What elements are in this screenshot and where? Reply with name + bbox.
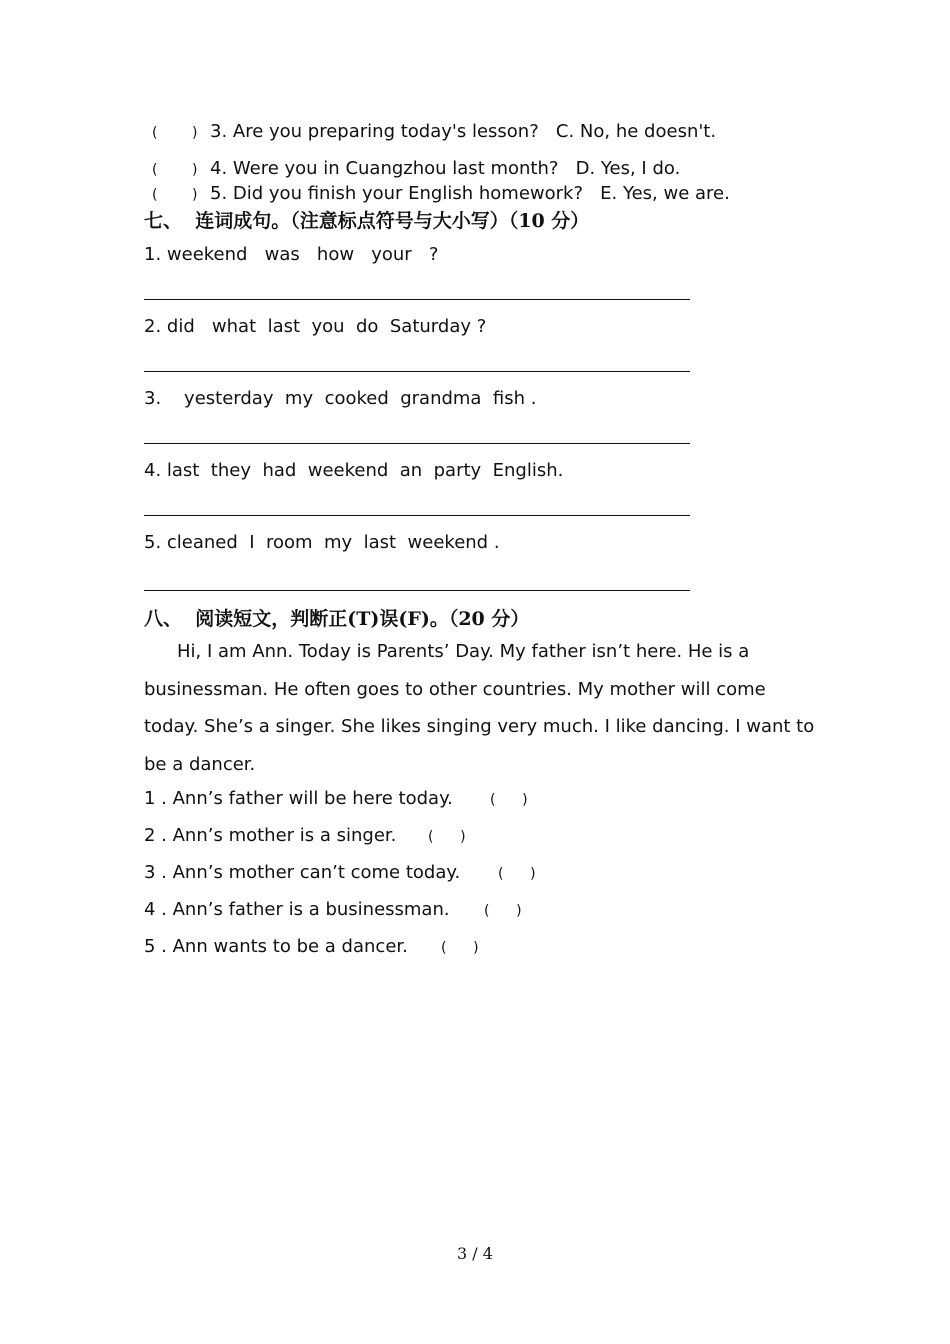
question-text: 5 . Ann wants to be a dancer. bbox=[144, 936, 408, 957]
reading-passage: Hi, I am Ann. Today is Parents’ Day. My father isn’t here. He is a businessman. He often goes to other countries. My mother will come today. She’s a singer. She likes singing very much. I like dancing. I want to be a dancer. bbox=[144, 641, 815, 775]
answer-paren-left: ( bbox=[152, 187, 158, 203]
question-text: 1 . Ann’s father will be here today. bbox=[144, 788, 453, 809]
matching-item-text: 3. Are you preparing today's lesson? C. No, he doesn't. bbox=[210, 121, 717, 142]
answer-blank[interactable]: ( ) bbox=[441, 940, 479, 956]
question-text: 3 . Ann’s mother can’t come today. bbox=[144, 862, 461, 883]
answer-blank[interactable]: ( ) bbox=[484, 903, 522, 919]
answer-line[interactable] bbox=[144, 299, 690, 300]
answer-blank[interactable]: ( ) bbox=[428, 829, 466, 845]
answer-line[interactable] bbox=[144, 371, 690, 372]
answer-paren-left: ( bbox=[152, 162, 158, 178]
answer-blank[interactable]: ( ) bbox=[490, 792, 528, 808]
word-order-item: 2. did what last you do Saturday ? bbox=[144, 316, 487, 337]
matching-item-text: 4. Were you in Cuangzhou last month? D. Yes, I do. bbox=[210, 158, 681, 179]
word-order-item: 3. yesterday my cooked grandma fish . bbox=[144, 388, 537, 409]
answer-paren-right: ) bbox=[192, 162, 198, 178]
section-seven-title: 七、 连词成句。（注意标点符号与大小写）（10 分） bbox=[144, 210, 590, 232]
answer-paren-right: ) bbox=[192, 125, 198, 141]
answer-line[interactable] bbox=[144, 443, 690, 444]
word-order-item: 4. last they had weekend an party English. bbox=[144, 460, 564, 481]
word-order-item: 5. cleaned I room my last weekend . bbox=[144, 532, 500, 553]
answer-blank[interactable]: ( ) bbox=[498, 866, 536, 882]
answer-paren-right: ) bbox=[192, 187, 198, 203]
answer-line[interactable] bbox=[144, 590, 690, 591]
page-number: 3 / 4 bbox=[457, 1244, 493, 1263]
word-order-item: 1. weekend was how your ? bbox=[144, 244, 439, 265]
answer-line[interactable] bbox=[144, 515, 690, 516]
answer-paren-left: ( bbox=[152, 125, 158, 141]
section-eight-title: 八、 阅读短文，判断正(T)误(F)。（20 分） bbox=[144, 608, 530, 630]
question-text: 2 . Ann’s mother is a singer. bbox=[144, 825, 397, 846]
matching-item-text: 5. Did you finish your English homework? E. Yes, we are. bbox=[210, 183, 730, 204]
question-text: 4 . Ann’s father is a businessman. bbox=[144, 899, 450, 920]
